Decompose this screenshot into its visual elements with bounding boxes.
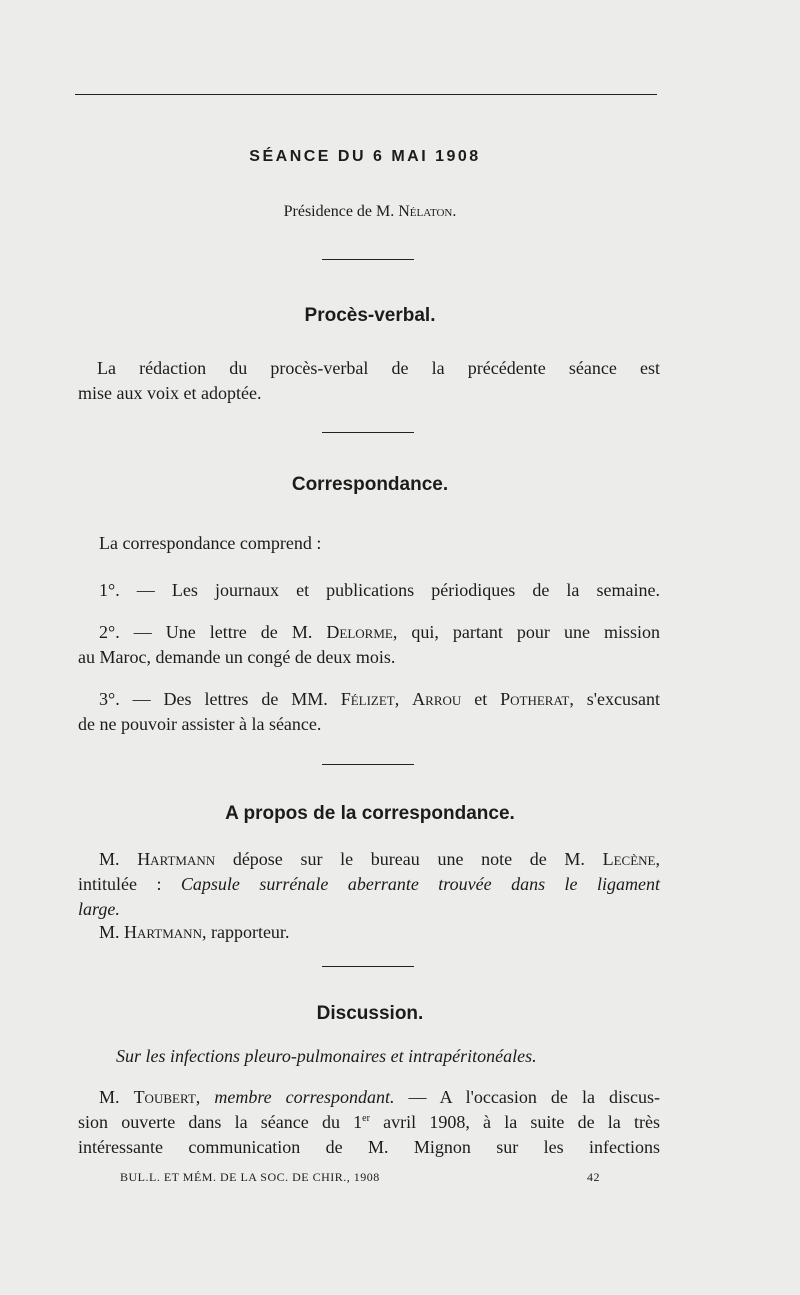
note-title: Capsule surrénale aberrante trouvée dans le ligament [180,874,660,894]
correspondance-item-2: 2°. — Une lettre de M. Delorme, qui, partant pour une mission [99,622,661,642]
person-name: Potherat [500,689,570,709]
presidence-line [0,203,740,221]
proces-verbal-line-2: mise aux voix et adoptée. [78,383,262,403]
person-name: Toubert [133,1087,196,1107]
discussion-line-1: M. Toubert, membre correspondant. — A l'occasion de la discus- [99,1087,660,1107]
correspondance-item-2-line-2: au Maroc, demande un congé de deux mois. [78,647,396,667]
correspondance-item-3-line-2: de ne pouvoir assister à la séance. [78,714,322,734]
seance-title: SÉANCE DU 6 MAI 1908 [249,148,481,165]
page-footer [120,1170,600,1185]
a-propos-line-2: intitulée : Capsule surrénale aberrante trouvée dans le ligament [78,874,660,894]
top-rule [75,94,657,95]
section-divider [322,259,414,260]
a-propos-line-4: M. Hartmann, rapporteur. [99,922,290,942]
correspondance-intro: La correspondance comprend : [99,533,322,553]
correspondance-item-3: 3°. — Des lettres de MM. Félizet, Arrou et Potherat, s'excusant [99,689,660,709]
proces-verbal-line-1: La rédaction du procès-verbal de la précédente séance est [97,358,660,378]
section-divider [322,966,414,967]
proces-verbal-heading: Procès-verbal. [304,305,436,326]
presidence-prefix: Présidence de M. [283,203,399,220]
person-name: Félizet [340,689,395,709]
correspondance-heading: Correspondance. [291,474,449,495]
section-divider [322,432,414,433]
person-name: Hartmann [137,849,216,869]
section-divider [322,764,414,765]
person-name: Arrou [412,689,462,709]
correspondance-item-1: 1°. — Les journaux et publications périodiques de la semaine. [99,580,660,600]
president-name: Nélaton. [398,203,457,220]
person-name: Delorme [326,622,393,642]
discussion-subtitle: Sur les infections pleuro-pulmonaires et intrapéritonéales. [116,1046,537,1066]
discussion-heading: Discussion. [316,1003,424,1024]
page-number: 42 [587,1170,600,1184]
person-name: Lecène [602,849,656,869]
a-propos-heading: A propos de la correspondance. [225,803,515,824]
journal-reference: BUL.L. ET MÉM. DE LA SOC. DE CHIR., 1908 [120,1170,380,1184]
discussion-line-2: sion ouverte dans la séance du 1er avril 1908, à la suite de la très [78,1112,660,1132]
discussion-line-3: intéressante communication de M. Mignon sur les infections [78,1137,660,1157]
a-propos-line-1: M. Hartmann dépose sur le bureau une note de M. Lecène, [99,849,660,869]
person-name: Hartmann [124,922,202,942]
a-propos-line-3: large. [78,899,120,919]
